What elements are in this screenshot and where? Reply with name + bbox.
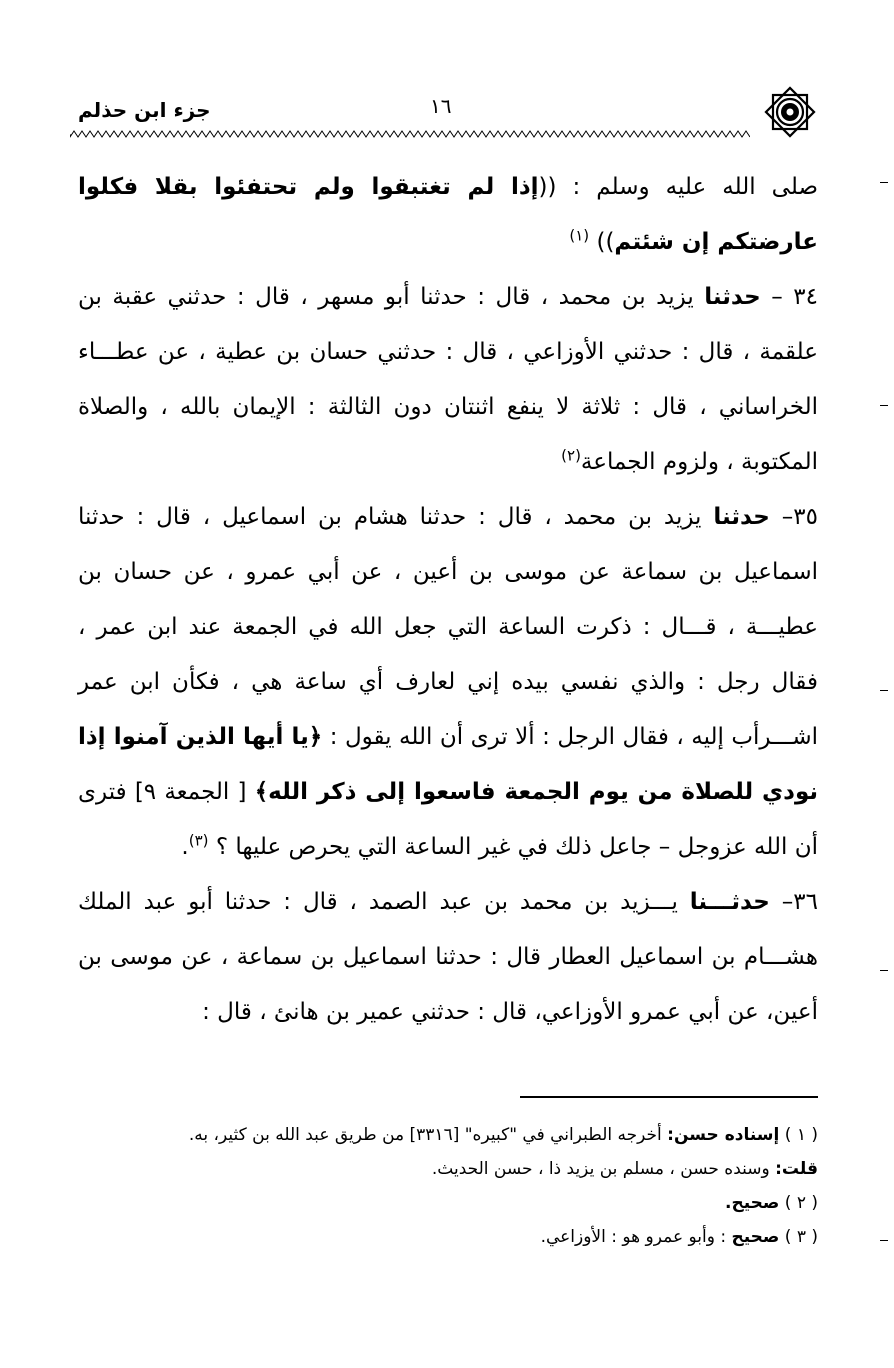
text-run: يزيد بن محمد ، قال : حدثنا هشام بن اسماعيل ، قال : حدثنا اسماعيل بن سماعة عن موسى بن أعين ، عن أبي عمرو ، عن حسان بن عطيـــة ، قـــال : ذكرت الساعة التي جعل الله في الجمعة عند ابن عمر ، فقال رجل : والذي نفسي بيده إني لعارف أي ساعة هي ، فكأن ابن عمر اشـــرأب إليه ، فقال الرجل : ألا ترى أن الله يقول : (78, 504, 818, 750)
text-run: يـــزيد بن محمد بن عبد الصمد ، قال : حدثنا أبو عبد الملك هشـــام بن اسماعيل العطار قال : حدثنا اسماعيل بن سماعة ، عن موسى بن أعين، عن أبي عمرو الأوزاعي، قال : حدثني عمير بن هانئ ، قال : (78, 889, 818, 1025)
bold-text: حدثـــنا (689, 889, 770, 915)
text-run: )) (589, 229, 615, 255)
bold-text: صحيح (731, 1227, 780, 1247)
text-run: . (181, 834, 189, 860)
bold-text: حدثنا (704, 284, 761, 310)
footnote-divider (520, 1096, 818, 1098)
bold-text: قلت: (775, 1159, 818, 1179)
page-header (0, 84, 894, 144)
text-run: ٣٥– (769, 504, 818, 530)
text-run: صلى الله عليه وسلم : (( (538, 174, 818, 200)
text-run: وسنده حسن ، مسلم بن يزيد ذا ، حسن الحديث. (431, 1159, 776, 1179)
footnote (90, 1152, 818, 1186)
text-run: ( ٣ ) (779, 1227, 818, 1247)
text-run: : وأبو عمرو هو : الأوزاعي. (540, 1227, 732, 1247)
text-run: ٣٦– (769, 889, 818, 915)
text-run: ( ١ ) (779, 1125, 818, 1145)
paragraph (78, 490, 818, 875)
paragraph (78, 270, 818, 490)
bold-text: ﴿يا أيها الذين آمنوا إذا نودي للصلاة من يوم الجمعة فاسعوا إلى ذكر الله﴾ (78, 724, 818, 805)
text-run: [ الجمعة ٩] فترى أن الله عزوجل – جاعل ذلك في غير الساعة التي يحرص عليها ؟ (78, 779, 818, 860)
bold-text: إسناده حسن: (667, 1125, 780, 1145)
bold-text: صحيح. (725, 1193, 780, 1213)
header-divider (70, 130, 750, 138)
star-ornament-icon (762, 84, 818, 140)
bold-text: إذا لم تغتبقوا ولم تحتفئوا بقلا فكلوا عارضتكم إن شئتم (78, 174, 818, 255)
main-text (78, 160, 818, 1040)
footnotes (90, 1118, 818, 1254)
footnote (90, 1220, 818, 1254)
text-run: ٣٤ – (760, 284, 819, 310)
paragraph (78, 160, 818, 270)
page-number: ١٦ (430, 94, 452, 118)
text-run: يزيد بن محمد ، قال : حدثنا أبو مسهر ، قال : حدثني عقبة بن علقمة ، قال : حدثني الأوزاعي ، قال : حدثني حسان بن عطية ، عن عطـــاء الخراساني ، قال : ثلاثة لا ينفع اثنتان دون الثالثة : الإيمان بالله ، والصلاة المكتوبة ، ولزوم الجماعة (78, 284, 818, 475)
bold-text: حدثنا (713, 504, 770, 530)
text-run: أخرجه الطبراني في "كبيره" [٣٣١٦] من طريق عبد الله بن كثير، به. (188, 1125, 668, 1145)
footnote-reference: (١) (569, 226, 590, 245)
text-run: ( ٢ ) (779, 1193, 818, 1213)
footnote (90, 1118, 818, 1152)
footnote-reference: (٣) (188, 831, 209, 850)
footnote-reference: (٢) (561, 446, 581, 465)
footnote (90, 1186, 818, 1220)
book-title: جزء ابن حذلم (78, 98, 211, 122)
paragraph (78, 875, 818, 1040)
